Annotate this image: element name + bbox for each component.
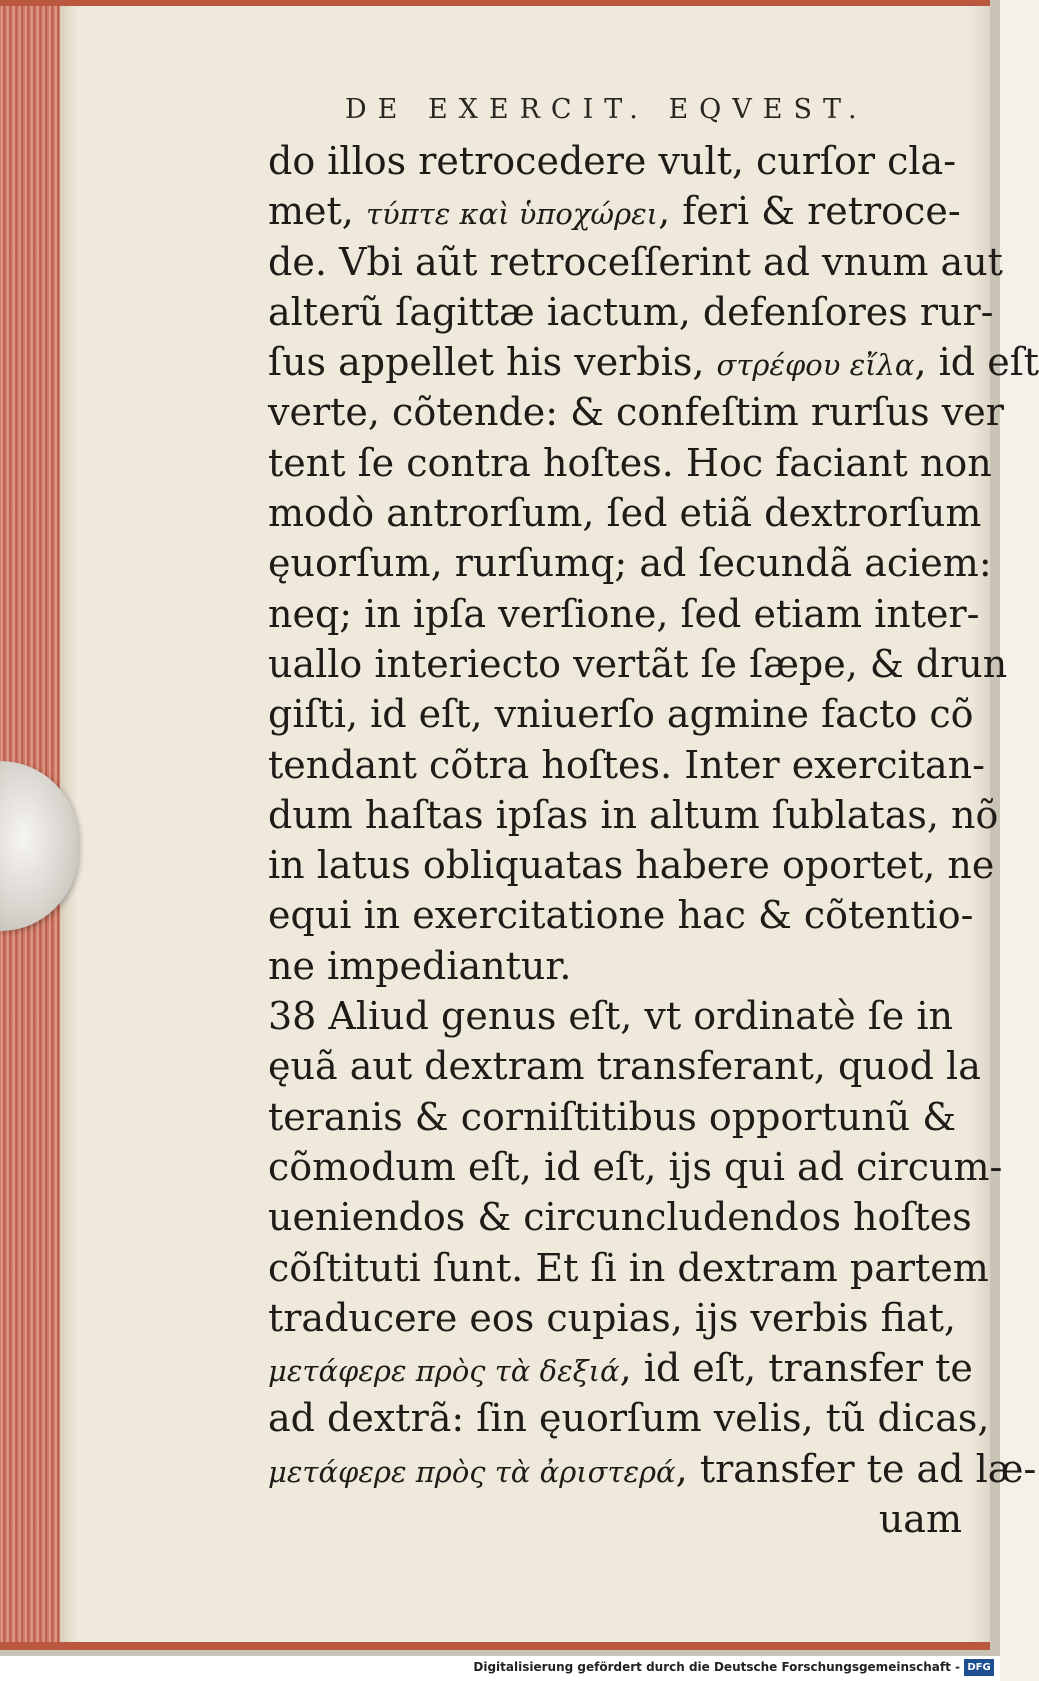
text-line xyxy=(268,1142,1003,1192)
text-segment: neq; in ipſa verſione, ſed etiam inter- xyxy=(268,591,980,636)
text-segment: tent ſe contra hoſtes. Hoc faciant non xyxy=(268,440,992,485)
text-line xyxy=(268,740,985,790)
text-segment: , id eſt xyxy=(914,340,1039,385)
text-segment: ęuorſum, rurſumq; ad ſecundã aciem: xyxy=(268,541,992,586)
text-line xyxy=(268,1444,1037,1494)
text-line xyxy=(268,387,1004,437)
text-segment: cõmodum eſt, id eſt, ijs qui ad circum- xyxy=(268,1144,1003,1189)
running-head: DE EXERCIT. EQVEST. xyxy=(345,94,868,125)
text-line xyxy=(268,689,972,739)
greek-phrase: μετάφερε πρὸς τὰ δεξιά xyxy=(268,1354,620,1389)
text-line xyxy=(268,1192,972,1242)
text-line xyxy=(268,840,995,890)
text-line xyxy=(268,941,972,991)
text-line xyxy=(268,186,972,236)
text-segment: verte, cõtende: & confeſtim rurſus ver xyxy=(268,390,1004,435)
greek-phrase: μετάφερε πρὸς τὰ ἀριστερά xyxy=(268,1454,676,1489)
footer xyxy=(0,1656,1000,1681)
text-segment: , feri & retroce- xyxy=(658,189,961,234)
greek-phrase: τύπτε καὶ ὑποχώρει xyxy=(365,197,659,232)
text-segment: de. Vbi aũt retroceſſerint ad vnum aut xyxy=(268,239,1003,284)
text-segment: ęuã aut dextram transferant, quod la xyxy=(268,1044,981,1089)
text-line xyxy=(268,488,982,538)
text-segment: ueniendos & circuncludendos hoſtes xyxy=(268,1195,972,1240)
text-segment: alterũ ſagittæ iactum, defenſores rur- xyxy=(268,289,994,334)
text-segment: cõſtituti ſunt. Et ſi in dextram partem xyxy=(268,1245,989,1290)
text-line xyxy=(268,237,1003,287)
text-segment: , transfer te ad læ- xyxy=(675,1446,1037,1491)
text-line xyxy=(268,790,999,840)
text-line xyxy=(268,1343,972,1393)
text-segment: teranis & corniſtitibus opportunũ & xyxy=(268,1094,957,1139)
text-segment: , id eſt, transfer te xyxy=(619,1346,973,1391)
text-segment: tendant cõtra hoſtes. Inter exercitan- xyxy=(268,742,985,787)
text-segment: traducere eos cupias, ijs verbis fiat, xyxy=(268,1295,956,1340)
text-segment: ne impediantur. xyxy=(268,943,572,988)
text-line xyxy=(268,1092,972,1142)
text-line xyxy=(268,287,994,337)
text-line xyxy=(268,337,1039,387)
text-segment: do illos retrocedere vult, curſor cla- xyxy=(268,139,957,183)
text-line xyxy=(268,438,992,488)
text-segment: 38 Aliud genus eſt, vt ordinatè ſe in xyxy=(268,994,953,1039)
text-line xyxy=(268,1243,989,1293)
text-segment: equi in exercitatione hac & cõtentio- xyxy=(268,893,974,938)
text-segment: modò antrorſum, ſed etiã dextrorſum xyxy=(268,491,982,536)
text-segment: dum haſtas ipſas in altum ſublatas, nõ xyxy=(268,792,999,837)
text-line xyxy=(268,890,972,940)
text-segment: giſti, id eſt, vniuerſo agmine facto cõ xyxy=(268,692,974,737)
text-block xyxy=(268,136,1039,1544)
text-segment: ſus appellet his verbis, xyxy=(268,340,717,385)
text-segment: met, xyxy=(268,189,366,234)
text-line xyxy=(268,1293,972,1343)
text-line xyxy=(268,1041,981,1091)
text-segment: uam xyxy=(878,1497,962,1542)
text-line xyxy=(268,1494,972,1544)
dfg-logo: DFG xyxy=(964,1659,994,1676)
footer-credit: Digitalisierung gefördert durch die Deutsche Forschungsgemeinschaft - xyxy=(473,1660,960,1674)
text-line xyxy=(268,1393,990,1443)
text-line xyxy=(268,639,1008,689)
text-line xyxy=(268,589,980,639)
text-line xyxy=(268,538,992,588)
text-segment: ad dextrã: ſin ęuorſum velis, tũ dicas, xyxy=(268,1396,990,1441)
text-line xyxy=(268,991,972,1041)
greek-phrase: στρέφου εἴλα xyxy=(716,348,915,383)
text-segment: uallo interiecto vertãt ſe ſæpe, & drun xyxy=(268,641,1008,686)
text-segment: in latus obliquatas habere oportet, ne xyxy=(268,843,995,888)
text-line xyxy=(268,136,972,186)
